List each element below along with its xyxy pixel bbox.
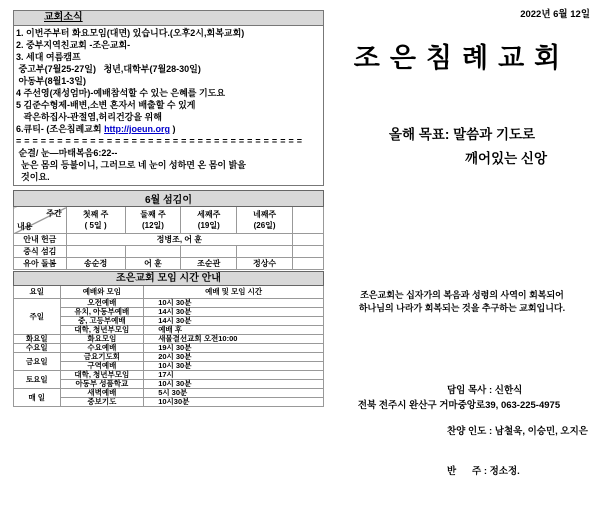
empty-cell xyxy=(292,234,323,246)
week-header: 첫째 주 ( 5일 ) xyxy=(66,207,125,234)
church-address: 전북 전주시 완산구 거마중앙로39, 063-225-4975 xyxy=(357,400,561,411)
meeting-cell: 새벽예배 xyxy=(60,389,144,398)
time-cell: 10시 30분 xyxy=(144,380,324,389)
time-cell: 10시 30분 xyxy=(144,362,324,371)
table-row xyxy=(14,258,324,270)
time-cell: 20시 30분 xyxy=(144,353,324,362)
empty-cell xyxy=(292,258,323,270)
meeting-cell: 화요모임 xyxy=(60,335,144,344)
june-servers-table xyxy=(13,190,324,270)
row-label: 중식 섬김 xyxy=(14,246,67,258)
divider-line: =================================== xyxy=(16,136,305,146)
week-header: 세째주 (19일) xyxy=(181,207,237,234)
day-cell: 금요일 xyxy=(14,353,61,371)
corner-label-content: 내용 xyxy=(17,222,33,231)
joeun-website-link[interactable]: http://joeun.org xyxy=(104,124,171,134)
news-line: 5 김준수형제-배변,소변 혼자서 배출할 수 있게 xyxy=(16,100,196,110)
schedule-table-title: 조은교회 모임 시간 안내 xyxy=(14,272,324,286)
news-line: 3. 세대 여름캠프 xyxy=(16,52,81,62)
worship-leaders-line: 찬양 인도 : 남철욱, 이승민, 오지은 xyxy=(447,425,588,437)
row-label: 안내 헌금 xyxy=(14,234,67,246)
senior-pastor-line: 담임 목사 : 신한식 xyxy=(447,385,523,396)
yearly-goal-line2: 깨어있는 신앙 xyxy=(465,151,547,166)
verse-line: 눈은 몸의 등불이니, 그러므로 네 눈이 성하면 온 몸이 밝을 xyxy=(16,160,246,170)
accompanist-line: 반 주 : 정소정. xyxy=(447,466,520,477)
time-cell: 예배 후 xyxy=(144,326,324,335)
mission-line: 하나님의 나라가 회복되는 것을 추구하는 교회입니다. xyxy=(358,303,566,313)
meeting-cell: 구역예배 xyxy=(60,362,144,371)
day-cell: 토요일 xyxy=(14,371,61,389)
news-line-qt xyxy=(16,123,321,135)
church-news-title: 교회소식 xyxy=(44,12,83,23)
day-cell: 수요일 xyxy=(14,344,61,353)
church-name-title: 조은침례교회 xyxy=(353,43,571,73)
time-cell: 17시 xyxy=(144,371,324,380)
news-line: 2. 중부지역친교회 -조은교회- xyxy=(16,40,131,50)
server-name: 송순정 xyxy=(66,258,125,270)
yearly-goal-line1: 올해 목표: 말씀과 기도로 xyxy=(388,127,536,142)
server-name: 정상수 xyxy=(237,258,293,270)
time-cell: 10시 30분 xyxy=(144,299,324,308)
empty-cell xyxy=(237,246,293,258)
corner-label-week: 주간 xyxy=(46,209,62,218)
time-cell: 14시 30분 xyxy=(144,317,324,326)
news-line: 곽은하집사-관절염,허리건강을 위해 xyxy=(16,112,162,122)
week-header: 네째주 (26일) xyxy=(237,207,293,234)
qt-prefix: 6.큐티- (조은침례교회 xyxy=(16,124,105,134)
table-row xyxy=(14,246,324,258)
meeting-cell: 수요예배 xyxy=(60,344,144,353)
empty-cell xyxy=(292,246,323,258)
meeting-cell: 대학, 청년부모임 xyxy=(60,326,144,335)
mission-statement xyxy=(328,289,596,315)
diagonal-header-cell xyxy=(14,207,67,234)
meeting-schedule-table xyxy=(13,271,324,407)
meeting-cell: 중보기도 xyxy=(60,398,144,407)
church-news-header xyxy=(14,11,323,26)
news-line: 중고부(7월25-27일) 청년,대학부(7월28-30일) xyxy=(16,64,201,74)
church-news-body xyxy=(14,26,323,184)
column-header-day: 요일 xyxy=(14,286,61,299)
time-cell: 14시 30분 xyxy=(144,308,324,317)
verse-line: 것이요. xyxy=(16,172,50,182)
table-row xyxy=(14,398,324,407)
time-cell: 새물결선교회 오전10:00 xyxy=(144,335,324,344)
day-cell: 화요일 xyxy=(14,335,61,344)
church-news-box xyxy=(13,10,324,186)
time-cell: 5시 30분 xyxy=(144,389,324,398)
empty-cell xyxy=(66,246,125,258)
staff-list xyxy=(447,357,588,506)
time-cell: 19시 30분 xyxy=(144,344,324,353)
time-cell: 10시30분 xyxy=(144,398,324,407)
week-header: 둘째 주 (12일) xyxy=(125,207,181,234)
table-row xyxy=(14,234,324,246)
column-header-time: 예배 및 모임 시간 xyxy=(144,286,324,299)
day-cell: 매 일 xyxy=(14,389,61,407)
bulletin-date: 2022년 6월 12일 xyxy=(520,9,590,20)
meeting-cell: 중, 고등부예배 xyxy=(60,317,144,326)
news-line: 1. 이번주부터 화요모임(대면) 있습니다.(오후2시,회복교회) xyxy=(16,28,245,38)
meeting-cell: 금요기도회 xyxy=(60,353,144,362)
news-line: 아동부(8월1-3일) xyxy=(16,76,86,86)
server-name: 조순관 xyxy=(181,258,237,270)
empty-cell xyxy=(181,246,237,258)
verse-line: 순결/ 눈—마태복음6:22-- xyxy=(16,148,118,158)
mission-line: 조은교회는 십자가의 복음과 성령의 사역이 회복되어 xyxy=(360,290,564,300)
qt-suffix: ) xyxy=(170,124,176,134)
meeting-cell: 유치, 아동부예배 xyxy=(60,308,144,317)
day-cell: 주일 xyxy=(14,299,61,335)
news-line: 4 주선영(재성엄마)-예배참석할 수 있는 은혜를 기도요 xyxy=(16,88,226,98)
row-span-value: 정병조, 어 훈 xyxy=(66,234,292,246)
week-header-empty xyxy=(292,207,323,234)
column-header-meeting: 예배와 모임 xyxy=(60,286,144,299)
meeting-cell: 아동부 성품학교 xyxy=(60,380,144,389)
empty-cell xyxy=(125,246,181,258)
meeting-cell: 대학, 청년부모임 xyxy=(60,371,144,380)
server-name: 어 훈 xyxy=(125,258,181,270)
meeting-cell: 오전예배 xyxy=(60,299,144,308)
servers-table-title: 6월 섬김이 xyxy=(14,191,324,207)
row-label: 유아 돌봄 xyxy=(14,258,67,270)
